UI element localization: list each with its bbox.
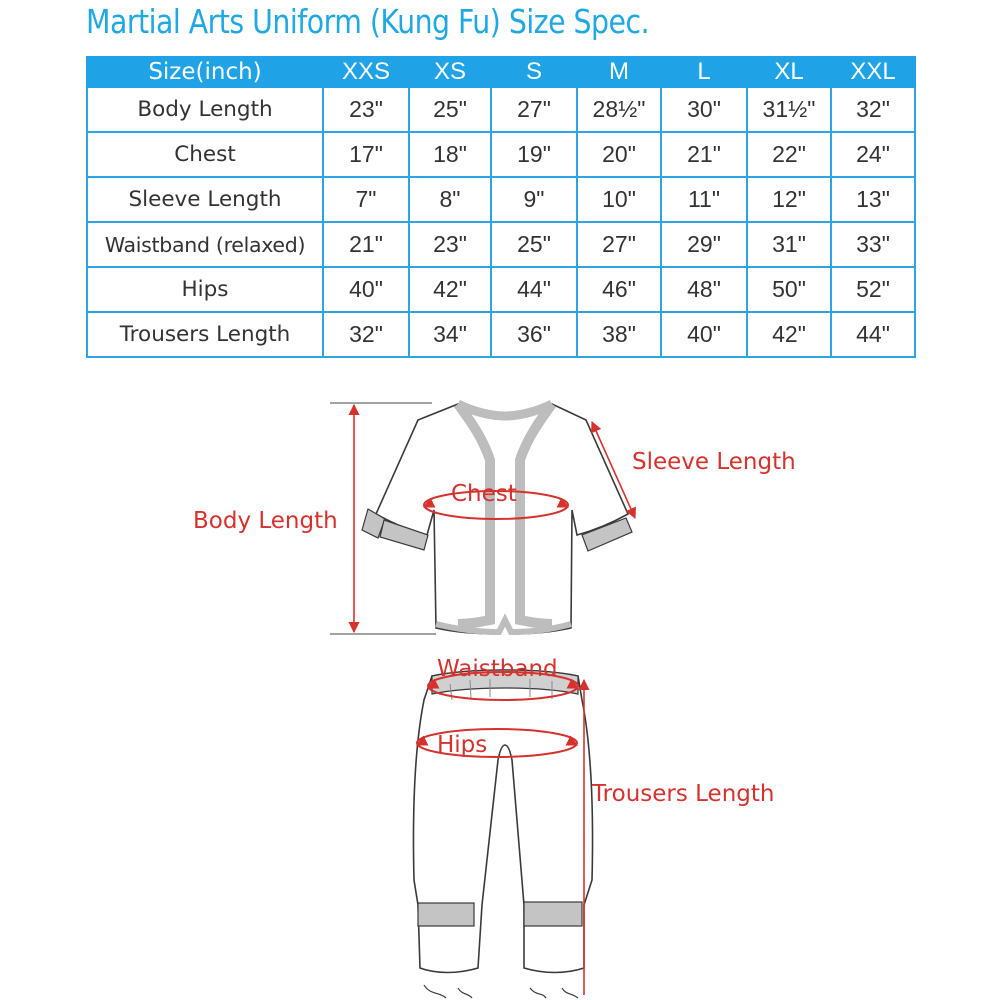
row-label-waistband: Waistband (relaxed): [87, 222, 323, 267]
size-col-s: S: [491, 57, 577, 87]
table-cell: 11": [661, 177, 747, 222]
row-label-chest: Chest: [87, 132, 323, 177]
trousers-length-label: Trousers Length: [592, 781, 775, 807]
table-cell: 21": [323, 222, 409, 267]
table-cell: 22": [747, 132, 831, 177]
row-label-trousers-length: Trousers Length: [87, 312, 323, 357]
table-cell: 44": [831, 312, 915, 357]
table-cell: 32": [831, 87, 915, 132]
table-cell: 25": [491, 222, 577, 267]
trousers-illustration: [413, 670, 592, 998]
page-title: Martial Arts Uniform (Kung Fu) Size Spec.: [86, 2, 650, 41]
table-cell: 31½": [747, 87, 831, 132]
table-cell: 50": [747, 267, 831, 312]
row-label-sleeve-length: Sleeve Length: [87, 177, 323, 222]
table-cell: 21": [661, 132, 747, 177]
body-length-label: Body Length: [193, 508, 338, 534]
chest-label: Chest: [451, 481, 517, 507]
table-cell: 44": [491, 267, 577, 312]
table-cell: 42": [747, 312, 831, 357]
size-header-label: Size(inch): [87, 57, 323, 87]
hips-label: Hips: [437, 732, 488, 758]
table-cell: 18": [409, 132, 491, 177]
table-cell: 30": [661, 87, 747, 132]
size-col-xxs: XXS: [323, 57, 409, 87]
table-cell: 20": [577, 132, 661, 177]
waistband-label: Waistband: [437, 656, 558, 682]
table-cell: 12": [747, 177, 831, 222]
table-cell: 19": [491, 132, 577, 177]
table-cell: 27": [577, 222, 661, 267]
table-cell: 34": [409, 312, 491, 357]
table-cell: 29": [661, 222, 747, 267]
table-cell: 48": [661, 267, 747, 312]
table-cell: 27": [491, 87, 577, 132]
table-cell: 25": [409, 87, 491, 132]
table-cell: 9": [491, 177, 577, 222]
table-cell: 23": [323, 87, 409, 132]
table-cell: 38": [577, 312, 661, 357]
size-col-l: L: [661, 57, 747, 87]
sleeve-length-label: Sleeve Length: [632, 449, 796, 475]
table-cell: 10": [577, 177, 661, 222]
table-cell: 31": [747, 222, 831, 267]
table-cell: 40": [661, 312, 747, 357]
table-cell: 23": [409, 222, 491, 267]
size-col-xs: XS: [409, 57, 491, 87]
size-col-xxl: XXL: [831, 57, 915, 87]
table-cell: 52": [831, 267, 915, 312]
table-cell: 40": [323, 267, 409, 312]
size-col-m: M: [577, 57, 661, 87]
table-cell: 13": [831, 177, 915, 222]
table-cell: 32": [323, 312, 409, 357]
table-cell: 33": [831, 222, 915, 267]
table-cell: 8": [409, 177, 491, 222]
table-cell: 24": [831, 132, 915, 177]
table-cell: 36": [491, 312, 577, 357]
size-col-xl: XL: [747, 57, 831, 87]
table-cell: 42": [409, 267, 491, 312]
table-cell: 28½": [577, 87, 661, 132]
table-cell: 46": [577, 267, 661, 312]
table-cell: 17": [323, 132, 409, 177]
row-label-body-length: Body Length: [87, 87, 323, 132]
row-label-hips: Hips: [87, 267, 323, 312]
table-cell: 7": [323, 177, 409, 222]
